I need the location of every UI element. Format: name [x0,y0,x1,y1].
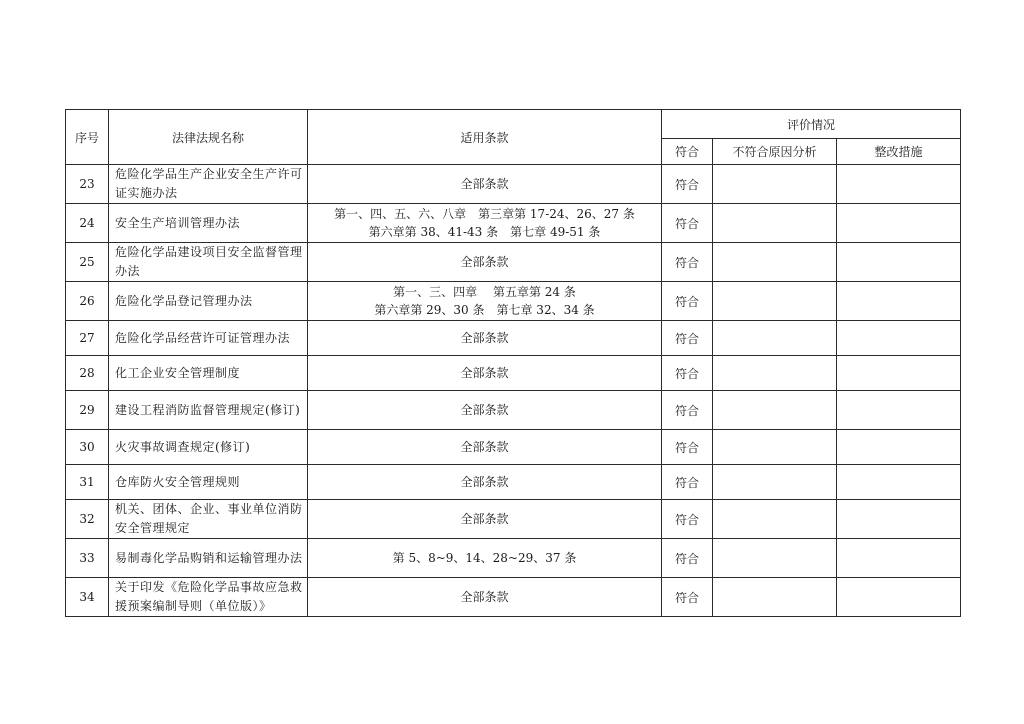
row-regulation-name: 仓库防火安全管理规则 [109,465,308,500]
regulation-evaluation-table [65,109,961,617]
article-line: 第一、四、五、六、八章 第三章第 17-24、26、27 条 [334,207,635,221]
row-regulation-name: 危险化学品建设项目安全监督管理办法 [109,243,308,282]
row-nonconformity-cause [713,430,837,465]
row-nonconformity-cause [713,243,837,282]
row-corrective-measure [837,321,961,356]
row-nonconformity-cause [713,204,837,243]
row-nonconformity-cause [713,356,837,391]
article-line: 全部条款 [460,366,509,380]
row-regulation-name: 关于印发《危险化学品事故应急救援预案编制导则（单位版）》 [109,578,308,617]
row-corrective-measure [837,465,961,500]
row-applicable-articles [308,356,662,391]
article-line: 全部条款 [460,177,509,191]
table-row [66,356,961,391]
row-corrective-measure [837,391,961,430]
table-row [66,165,961,204]
row-conform: 符合 [662,465,713,500]
row-nonconformity-cause [713,500,837,539]
row-seq: 31 [66,465,109,500]
row-seq: 32 [66,500,109,539]
row-corrective-measure [837,282,961,321]
row-regulation-name: 建设工程消防监督管理规定(修订) [109,391,308,430]
header-articles: 适用条款 [308,110,662,165]
row-conform: 符合 [662,243,713,282]
table-row [66,282,961,321]
row-regulation-name: 火灾事故调查规定(修订) [109,430,308,465]
row-conform: 符合 [662,500,713,539]
row-conform: 符合 [662,165,713,204]
article-line: 第 5、8~9、14、28~29、37 条 [392,551,577,565]
table-row [66,465,961,500]
header-cause: 不符合原因分析 [713,139,837,165]
row-conform: 符合 [662,356,713,391]
table-row [66,578,961,617]
row-conform: 符合 [662,282,713,321]
article-line: 第六章第 38、41-43 条 第七章 49-51 条 [368,225,601,239]
article-line: 第六章第 29、30 条 第七章 32、34 条 [374,303,595,317]
article-line: 全部条款 [460,403,509,417]
row-conform: 符合 [662,430,713,465]
row-applicable-articles [308,500,662,539]
row-regulation-name: 易制毒化学品购销和运输管理办法 [109,539,308,578]
row-nonconformity-cause [713,539,837,578]
row-applicable-articles [308,282,662,321]
row-corrective-measure [837,430,961,465]
row-regulation-name: 危险化学品经营许可证管理办法 [109,321,308,356]
header-evaluation: 评价情况 [662,110,961,139]
row-applicable-articles [308,465,662,500]
row-nonconformity-cause [713,321,837,356]
row-seq: 27 [66,321,109,356]
row-nonconformity-cause [713,465,837,500]
table-row [66,539,961,578]
row-corrective-measure [837,243,961,282]
header-name: 法律法规名称 [109,110,308,165]
row-applicable-articles [308,321,662,356]
row-conform: 符合 [662,391,713,430]
row-regulation-name: 安全生产培训管理办法 [109,204,308,243]
table-row [66,321,961,356]
row-nonconformity-cause [713,282,837,321]
row-applicable-articles [308,204,662,243]
row-corrective-measure [837,578,961,617]
table-row [66,204,961,243]
row-applicable-articles [308,430,662,465]
row-seq: 25 [66,243,109,282]
article-line: 全部条款 [460,255,509,269]
row-seq: 29 [66,391,109,430]
row-seq: 30 [66,430,109,465]
row-applicable-articles [308,243,662,282]
row-regulation-name: 机关、团体、企业、事业单位消防安全管理规定 [109,500,308,539]
row-corrective-measure [837,165,961,204]
article-line: 全部条款 [460,475,509,489]
table-row [66,243,961,282]
article-line: 全部条款 [460,512,509,526]
article-line: 全部条款 [460,590,509,604]
table-row [66,430,961,465]
header-conform: 符合 [662,139,713,165]
row-applicable-articles [308,391,662,430]
row-seq: 26 [66,282,109,321]
row-regulation-name: 危险化学品登记管理办法 [109,282,308,321]
row-conform: 符合 [662,578,713,617]
row-corrective-measure [837,356,961,391]
table-header [66,110,961,165]
row-seq: 28 [66,356,109,391]
row-applicable-articles [308,165,662,204]
row-applicable-articles [308,578,662,617]
row-seq: 33 [66,539,109,578]
row-seq: 24 [66,204,109,243]
header-fix: 整改措施 [837,139,961,165]
table-row [66,391,961,430]
row-regulation-name: 危险化学品生产企业安全生产许可证实施办法 [109,165,308,204]
row-conform: 符合 [662,539,713,578]
article-line: 第一、三、四章 第五章第 24 条 [393,285,576,299]
row-corrective-measure [837,539,961,578]
table-body [66,165,961,617]
table-row [66,500,961,539]
row-nonconformity-cause [713,165,837,204]
row-conform: 符合 [662,321,713,356]
row-nonconformity-cause [713,578,837,617]
row-corrective-measure [837,204,961,243]
article-line: 全部条款 [460,331,509,345]
row-applicable-articles [308,539,662,578]
row-nonconformity-cause [713,391,837,430]
header-seq: 序号 [66,110,109,165]
row-regulation-name: 化工企业安全管理制度 [109,356,308,391]
row-seq: 34 [66,578,109,617]
row-corrective-measure [837,500,961,539]
article-line: 全部条款 [460,440,509,454]
row-conform: 符合 [662,204,713,243]
row-seq: 23 [66,165,109,204]
